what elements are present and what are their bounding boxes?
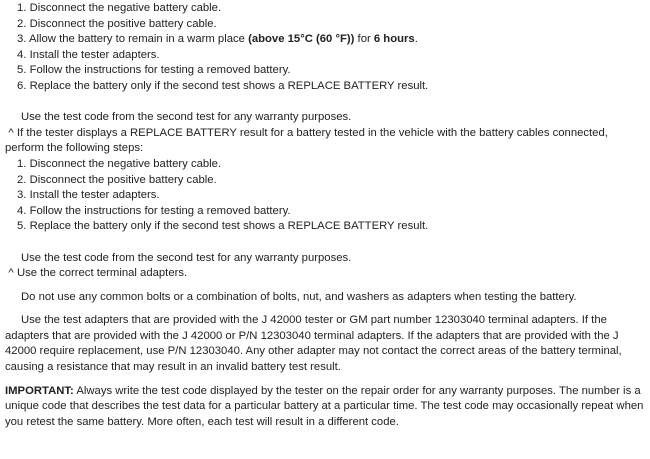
step-text-start: Allow the battery to remain in a warm place: [28, 33, 249, 46]
removed-battery-steps: [5, 1, 645, 95]
step-text: Replace the battery only if the second test shows a REPLACE BATTERY result.: [29, 79, 429, 92]
list-item: [5, 1, 645, 17]
temperature-emphasis: (above 15°C (60 °F)): [248, 33, 355, 46]
important-text: Always write the test code displayed by the tester on the repair order for any warranty purposes. The number is a unique code that describes the test data for a particular battery at a particular time. The test code may occasionally repeat when you retest the same battery. More often, each test will result in a different code.: [5, 384, 644, 428]
in-vehicle-steps: [5, 157, 645, 235]
replace-battery-bullet: [5, 126, 645, 157]
step-text-middle: for: [354, 33, 374, 46]
step-number: 2.: [17, 17, 27, 30]
spacer: [5, 305, 645, 313]
spacer: [5, 376, 645, 384]
terminal-adapters-bullet: [5, 266, 645, 282]
step-text: Install the tester adapters.: [29, 189, 160, 202]
step-text: Disconnect the positive battery cable.: [29, 173, 217, 186]
warranty-note: Use the test code from the second test for any warranty purposes.: [21, 111, 352, 124]
step-number: 2.: [17, 173, 27, 186]
step-number: 3.: [17, 189, 27, 202]
important-paragraph: [5, 384, 645, 431]
step-text-end: .: [414, 33, 418, 46]
list-item: [5, 63, 645, 79]
list-item: [5, 173, 645, 189]
step-number: 4.: [17, 48, 27, 61]
caret-icon: ^: [8, 267, 14, 280]
step-text: Replace the battery only if the second test shows a REPLACE BATTERY result.: [29, 220, 429, 233]
step-number: 4.: [17, 204, 27, 217]
list-item: [5, 48, 645, 64]
list-item: [5, 79, 645, 95]
caret-icon: ^: [8, 126, 14, 139]
bolts-warning: Do not use any common bolts or a combination of bolts, nut, and washers as adapters when testing the battery.: [21, 290, 577, 303]
important-label: IMPORTANT:: [5, 384, 74, 397]
procedure-document: [5, 1, 645, 430]
step-text: Follow the instructions for testing a removed battery.: [29, 204, 291, 217]
adapters-paragraph: Use the test adapters that are provided with the J 42000 tester or GM part number 12303040 terminal adapters. If the adapters that are provided with the J 42000 or P/N 12303040 terminal adapters. If the adapters that are provided with the J 42000 require replacement, use P/N 12303040. Any other adapter may not contact the correct areas of the battery terminal, causing a resistance that may result in an invalid battery test result.: [5, 314, 622, 374]
list-item: [5, 157, 645, 173]
step-number: 6.: [17, 79, 27, 92]
step-number: 5.: [17, 64, 27, 77]
step-text: Disconnect the negative battery cable.: [29, 157, 222, 170]
step-number: 1.: [17, 157, 27, 170]
bullet-text: If the tester displays a REPLACE BATTERY result for a battery tested in the vehicle with the battery cables connected, perform the following steps:: [5, 126, 608, 155]
warranty-note: Use the test code from the second test for any warranty purposes.: [21, 251, 352, 264]
list-item: [5, 32, 645, 48]
step-number: 1.: [17, 2, 27, 14]
step-text: Disconnect the positive battery cable.: [29, 17, 217, 30]
step-text: Disconnect the negative battery cable.: [29, 2, 222, 14]
list-item: [5, 219, 645, 235]
list-item: [5, 188, 645, 204]
list-item: [5, 204, 645, 220]
spacer: [5, 95, 645, 111]
step-number: 3.: [17, 33, 27, 46]
step-text: Install the tester adapters.: [29, 48, 160, 61]
list-item: [5, 17, 645, 33]
bullet-text: Use the correct terminal adapters.: [17, 267, 188, 280]
spacer: [5, 282, 645, 290]
step-number: 5.: [17, 220, 27, 233]
step-text: Follow the instructions for testing a removed battery.: [29, 64, 291, 77]
spacer: [5, 235, 645, 251]
duration-emphasis: 6 hours: [373, 33, 415, 46]
